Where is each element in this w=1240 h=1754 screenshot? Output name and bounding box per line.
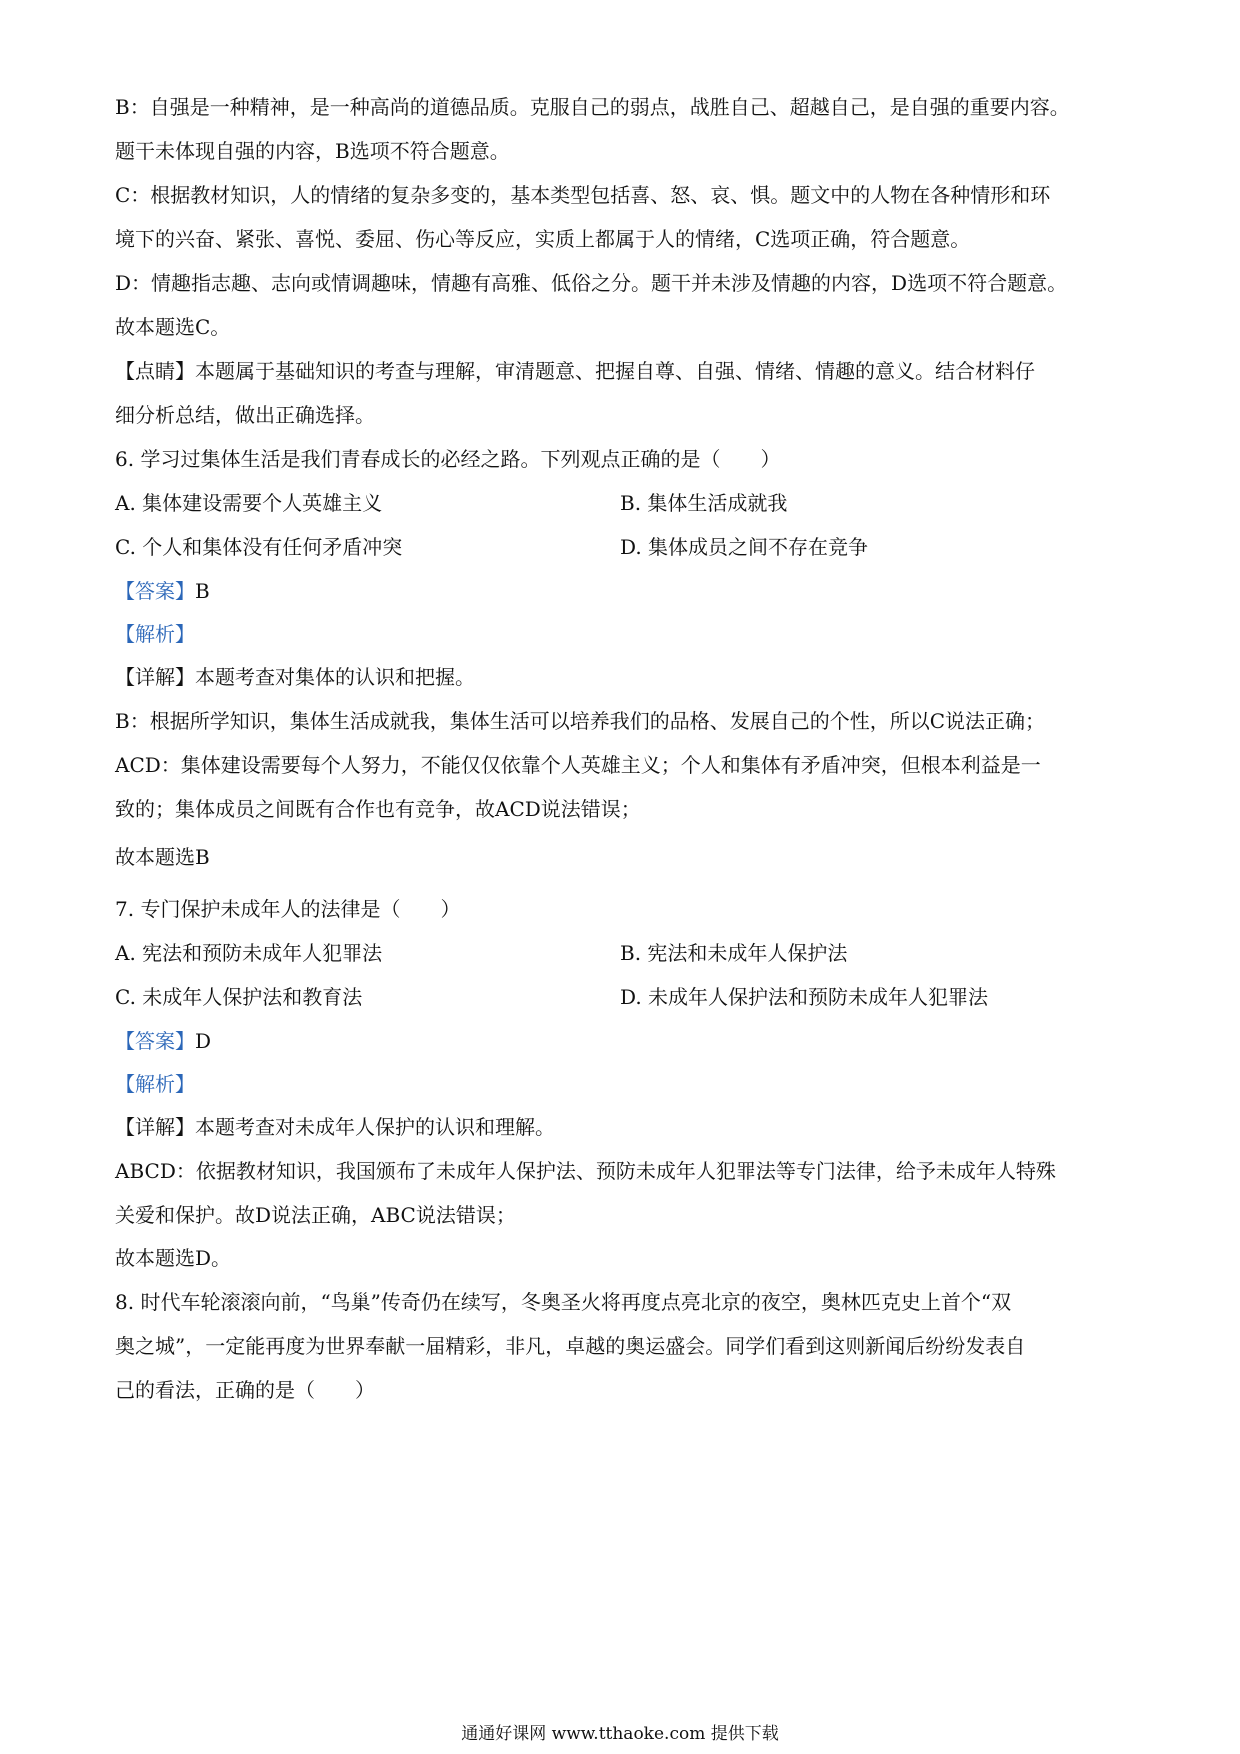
question-6-option-d: D. 集体成员之间不存在竞争: [620, 535, 869, 559]
text-line: 境下的兴奋、紧张、喜悦、委屈、伤心等反应，实质上都属于人的情绪，C选项正确，符合题意。: [115, 227, 971, 251]
question-8-stem: 奥之城”，一定能再度为世界奉献一届精彩，非凡，卓越的奥运盛会。同学们看到这则新闻后纷纷发表自: [115, 1334, 1026, 1358]
question-6-option-c: C. 个人和集体没有任何矛盾冲突: [115, 535, 403, 559]
question-7-option-d: D. 未成年人保护法和预防未成年人犯罪法: [620, 985, 989, 1009]
text-line: D：情趣指志趣、志向或情调趣味，情趣有高雅、低俗之分。题干并未涉及情趣的内容，D选项不符合题意。: [115, 271, 1068, 295]
text-line: 细分析总结，做出正确选择。: [115, 403, 375, 427]
text-line: 题干未体现自强的内容，B选项不符合题意。: [115, 139, 510, 163]
question-6-detail: 【详解】本题考查对集体的认识和把握。: [115, 665, 475, 689]
analysis-tag: 【解析】: [115, 1072, 195, 1096]
question-7-stem: 7. 专门保护未成年人的法律是（ ）: [115, 897, 461, 921]
answer-value: B: [195, 579, 210, 603]
analysis-tag: 【解析】: [115, 622, 195, 646]
question-8-stem: 己的看法，正确的是（ ）: [115, 1378, 375, 1402]
text-line: B：自强是一种精神，是一种高尚的道德品质。克服自己的弱点，战胜自己、超越自己，是自强的重要内容。: [115, 95, 1070, 119]
question-7-explanation: ABCD：依据教材知识，我国颁布了未成年人保护法、预防未成年人犯罪法等专门法律，给予未成年人特殊: [115, 1159, 1056, 1183]
text-line: C：根据教材知识，人的情绪的复杂多变的，基本类型包括喜、怒、哀、惧。题文中的人物在各种情形和环: [115, 183, 1051, 207]
question-6-answer: [115, 576, 1135, 606]
question-6-option-b: B. 集体生活成就我: [620, 491, 788, 515]
question-7-conclusion: 故本题选D。: [115, 1246, 232, 1270]
question-6-explanation: ACD：集体建设需要每个人努力，不能仅仅依靠个人英雄主义；个人和集体有矛盾冲突，但根本利益是一: [115, 753, 1041, 777]
question-6-conclusion: 故本题选B: [115, 845, 210, 869]
answer-tag: 【答案】: [115, 579, 195, 603]
answer-value: D: [195, 1029, 212, 1053]
question-7-option-c: C. 未成年人保护法和教育法: [115, 985, 363, 1009]
question-6-stem: 6. 学习过集体生活是我们青春成长的必经之路。下列观点正确的是（ ）: [115, 447, 781, 471]
text-line: 【点睛】本题属于基础知识的考查与理解，审清题意、把握自尊、自强、情绪、情趣的意义。结合材料仔: [115, 359, 1035, 383]
question-6-explanation: B：根据所学知识，集体生活成就我，集体生活可以培养我们的品格、发展自己的个性，所以C说法正确；: [115, 709, 1045, 733]
question-7-explanation: 关爱和保护。故D说法正确，ABC说法错误；: [115, 1203, 516, 1227]
question-8-stem: 8. 时代车轮滚滚向前，“鸟巢”传奇仍在续写，冬奥圣火将再度点亮北京的夜空，奥林匹克史上首个“双: [115, 1290, 1012, 1314]
question-7-option-b: B. 宪法和未成年人保护法: [620, 941, 848, 965]
question-7-detail: 【详解】本题考查对未成年人保护的认识和理解。: [115, 1115, 555, 1139]
question-6-explanation: 致的；集体成员之间既有合作也有竞争，故ACD说法错误；: [115, 797, 641, 821]
question-7-answer: [115, 1026, 1135, 1056]
question-6-option-a: A. 集体建设需要个人英雄主义: [115, 491, 383, 515]
question-7-option-a: A. 宪法和预防未成年人犯罪法: [115, 941, 383, 965]
page-footer: 通通好课网 www.tthaoke.com 提供下载: [461, 1724, 779, 1744]
text-line: 故本题选C。: [115, 315, 231, 339]
answer-tag: 【答案】: [115, 1029, 195, 1053]
